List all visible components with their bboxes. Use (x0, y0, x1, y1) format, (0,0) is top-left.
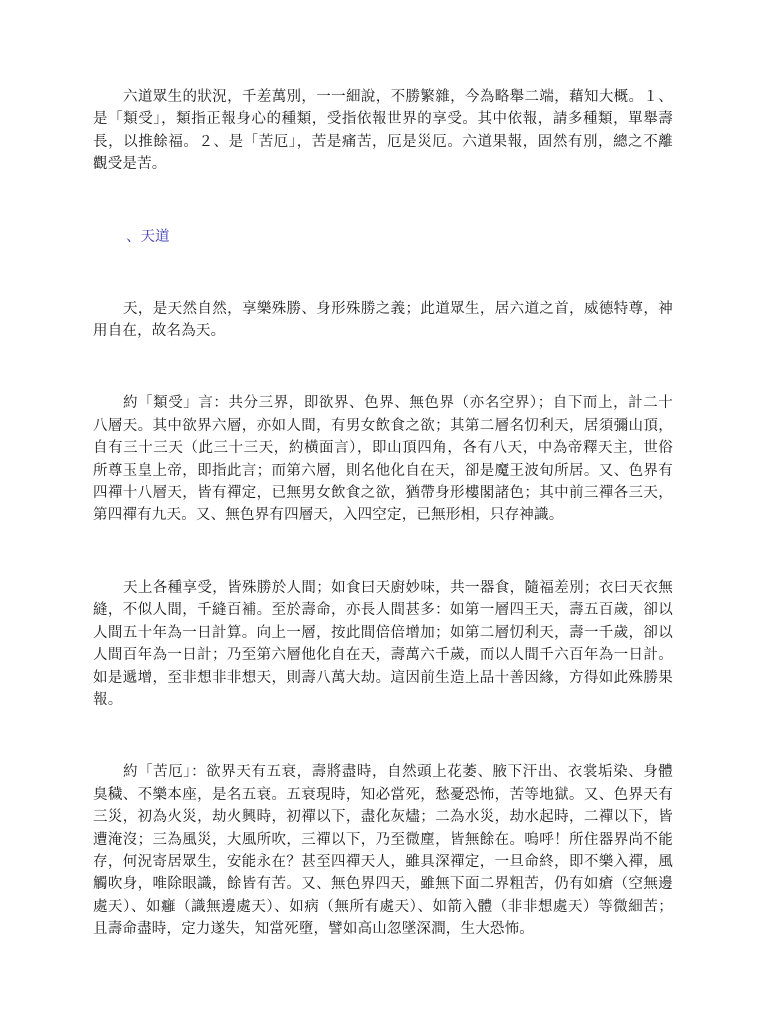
spacer (93, 176, 673, 226)
section-heading: 、天道 (126, 228, 170, 245)
document-body (93, 86, 673, 941)
spacer (93, 342, 673, 392)
lei-shou-paragraph: 約「類受」言：共分三界，即欲界、色界、無色界（亦名空界）；自下而上，計二十八層天。其中欲界六層，亦如人間，有男女飲食之欲；其第二層名忉利天，居須彌山頂，自有三十三天（此三十三天，約橫面言），即山頂四角，各有八天，中為帝釋天主，世俗所尊玉皇上帝，即指此言；而第六層，則名他化自在天，卻是魔王波旬所居。又、色界有四禪十八層天，皆有禪定，已無男女飲食之欲，猶帶身形樓閣諸色；其中前三禪各三天，第四禪有九天。又、無色界有四層天，入四空定，已無形相，只存神識。 (93, 395, 673, 524)
spacer (93, 711, 673, 761)
ku-e-paragraph: 約「苦厄」：欲界天有五衰，壽將盡時，自然頭上花萎、腋下汗出、衣裳垢染、身體臭穢、不樂本座，是名五衰。五衰現時，知必當死，愁憂恐怖，苦等地獄。又、色界天有三災，初為火災，劫火興時，初禪以下，盡化灰燼；二為水災，劫水起時，二禪以下，皆遭淹沒；三為風災，大風所吹，三禪以下，乃至微塵，皆無餘在。嗚呼！所住器界尚不能存，何況寄居眾生，安能永在？甚至四禪天人，雖具深禪定，一旦命終，即不樂入禪，風觸吹身，唯除眼識，餘皆有苦。又、無色界四天，雖無下面二界粗苦，仍有如瘡（空無邊處天）、如癰（識無邊處天）、如病（無所有處天）、如箭入體（非非想處天）等微細苦；且壽命盡時，定力遂失，知當死墮，譬如高山忽墜深澗，生大恐怖。 (93, 764, 673, 938)
spacer (93, 527, 673, 577)
intro-paragraph: 六道眾生的狀況，千差萬別，一一細說，不勝繁雜，今為略舉二端，藉知大概。１、是「類受」，類指正報身心的種類，受指依報世界的享受。其中依報，請多種類，單舉壽長，以推餘福。２、是「苦厄」，苦是痛苦，厄是災厄。六道果報，固然有別，總之不離觀受是苦。 (93, 89, 673, 173)
spacer (93, 248, 673, 298)
definition-paragraph: 天，是天然自然，享樂殊勝、身形殊勝之義；此道眾生，居六道之首，威德特尊，神用自在，故名為天。 (93, 300, 673, 340)
enjoyment-paragraph: 天上各種享受，皆殊勝於人間；如食曰天廚妙味，共一器食，隨福差別；衣曰天衣無縫，不似人間，千縫百補。至於壽命，亦長人間甚多：如第一層四王天，壽五百歲，卻以人間五十年為一日計算。向上一層，按此間倍倍增加；如第二層忉利天，壽一千歲，卻以人間百年為一日計；乃至第六層他化自在天，壽萬六千歲，而以人間千六百年為一日計。如是遞增，至非想非非想天，則壽八萬大劫。這因前生造上品十善因緣，方得如此殊勝果報。 (93, 579, 673, 708)
